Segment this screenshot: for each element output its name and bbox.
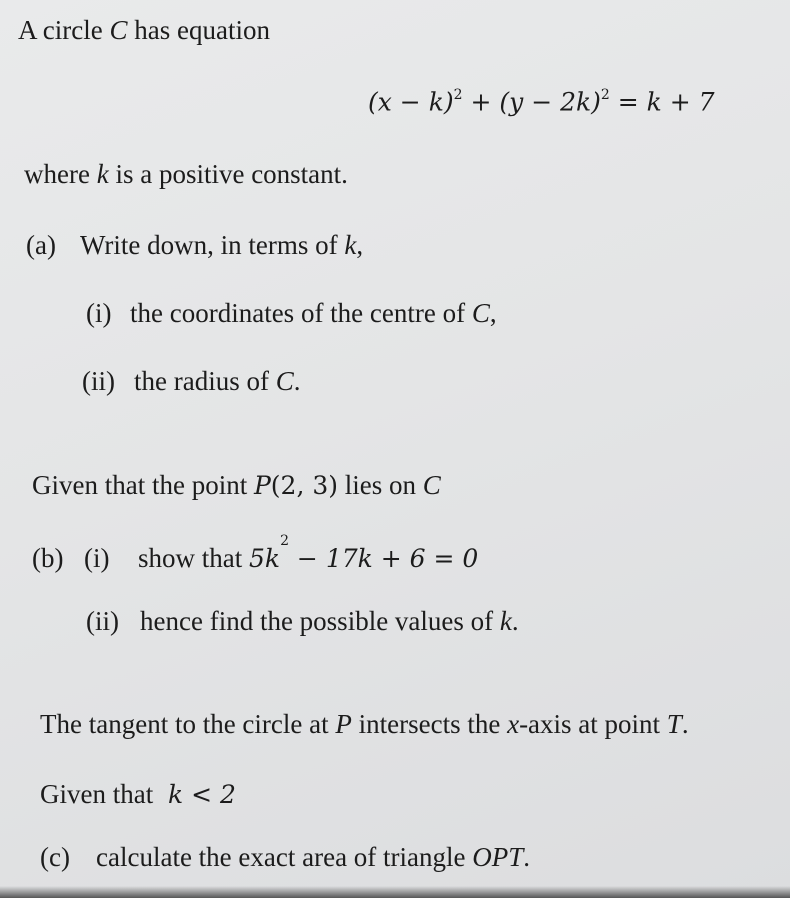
k-symbol: k xyxy=(96,159,109,189)
equation-term-x: (x − k) xyxy=(368,87,454,117)
x-symbol: x xyxy=(507,709,520,739)
part-b-ii-text-end: . xyxy=(511,606,519,636)
where-text: where xyxy=(24,159,97,189)
given-k-text: Given that xyxy=(40,779,160,809)
given-point-text: Given that the point xyxy=(32,470,254,500)
k-symbol: k xyxy=(344,230,357,260)
quadratic-rest: − 17k + 6 = 0 xyxy=(288,544,479,573)
part-a xyxy=(26,228,363,262)
part-b-ii-text: hence find the possible values of xyxy=(140,606,500,636)
circle-symbol: C xyxy=(422,470,441,500)
part-a-ii-label: (ii) xyxy=(82,366,115,396)
given-k-line xyxy=(40,777,236,812)
part-a-ii-text-end: . xyxy=(293,366,301,396)
point-p-symbol: P xyxy=(253,471,271,500)
part-c-text-end: . xyxy=(523,842,531,872)
equation-plus: + xyxy=(462,87,500,117)
where-line xyxy=(24,157,348,191)
point-t-symbol: T xyxy=(666,709,682,739)
part-b-label: (b) xyxy=(32,543,64,573)
circle-equation xyxy=(368,80,715,119)
triangle-symbol: OPT xyxy=(472,842,524,872)
equation-exponent: 2 xyxy=(453,87,463,103)
part-a-i-text: the coordinates of the centre of xyxy=(130,298,472,328)
part-b-i-text: show that xyxy=(138,543,249,573)
equation-term-y: (y − 2k) xyxy=(499,87,601,117)
part-c-label: (c) xyxy=(40,842,70,872)
circle-symbol: C xyxy=(109,15,128,45)
part-a-ii-text: the radius of xyxy=(134,366,276,396)
given-point-line xyxy=(32,468,441,503)
tangent-text-end: . xyxy=(681,709,689,739)
part-b-i xyxy=(32,533,479,576)
part-c-text: calculate the exact area of triangle xyxy=(96,842,473,872)
equation-exponent: 2 xyxy=(600,87,610,103)
point-p-coordinates: (2, 3) xyxy=(270,471,339,500)
circle-symbol: C xyxy=(275,366,294,396)
part-b-i-label: (i) xyxy=(84,543,110,573)
quadratic-exponent: 2 xyxy=(280,533,289,549)
part-a-label: (a) xyxy=(26,230,56,260)
where-text-end: is a positive constant. xyxy=(108,159,348,189)
intro-text: A circle xyxy=(18,15,110,45)
part-a-i-text-end: , xyxy=(489,298,497,328)
part-a-i xyxy=(86,296,497,330)
intro-text-end: has equation xyxy=(127,15,270,45)
tangent-text-mid: intersects the xyxy=(351,709,508,739)
intro-line xyxy=(18,13,270,47)
part-c xyxy=(40,840,530,874)
point-p-symbol: P xyxy=(335,709,352,739)
tangent-text: The tangent to the circle at xyxy=(40,709,336,739)
k-inequality: k < 2 xyxy=(167,780,236,809)
equation-rhs: = k + 7 xyxy=(609,87,715,117)
quadratic-lead-term: 5k xyxy=(249,544,281,573)
part-a-ii xyxy=(82,364,300,398)
tangent-line xyxy=(40,707,689,741)
page-edge-shadow xyxy=(0,886,790,898)
part-a-text-end: , xyxy=(356,230,364,260)
tangent-text-mid2: -axis at point xyxy=(519,709,667,739)
part-b-ii-label: (ii) xyxy=(86,606,119,636)
circle-symbol: C xyxy=(471,298,490,328)
given-point-text-mid: lies on xyxy=(338,470,423,500)
k-symbol: k xyxy=(499,606,512,636)
part-a-text: Write down, in terms of xyxy=(80,230,345,260)
part-a-i-label: (i) xyxy=(86,298,112,328)
part-b-ii xyxy=(86,604,519,638)
